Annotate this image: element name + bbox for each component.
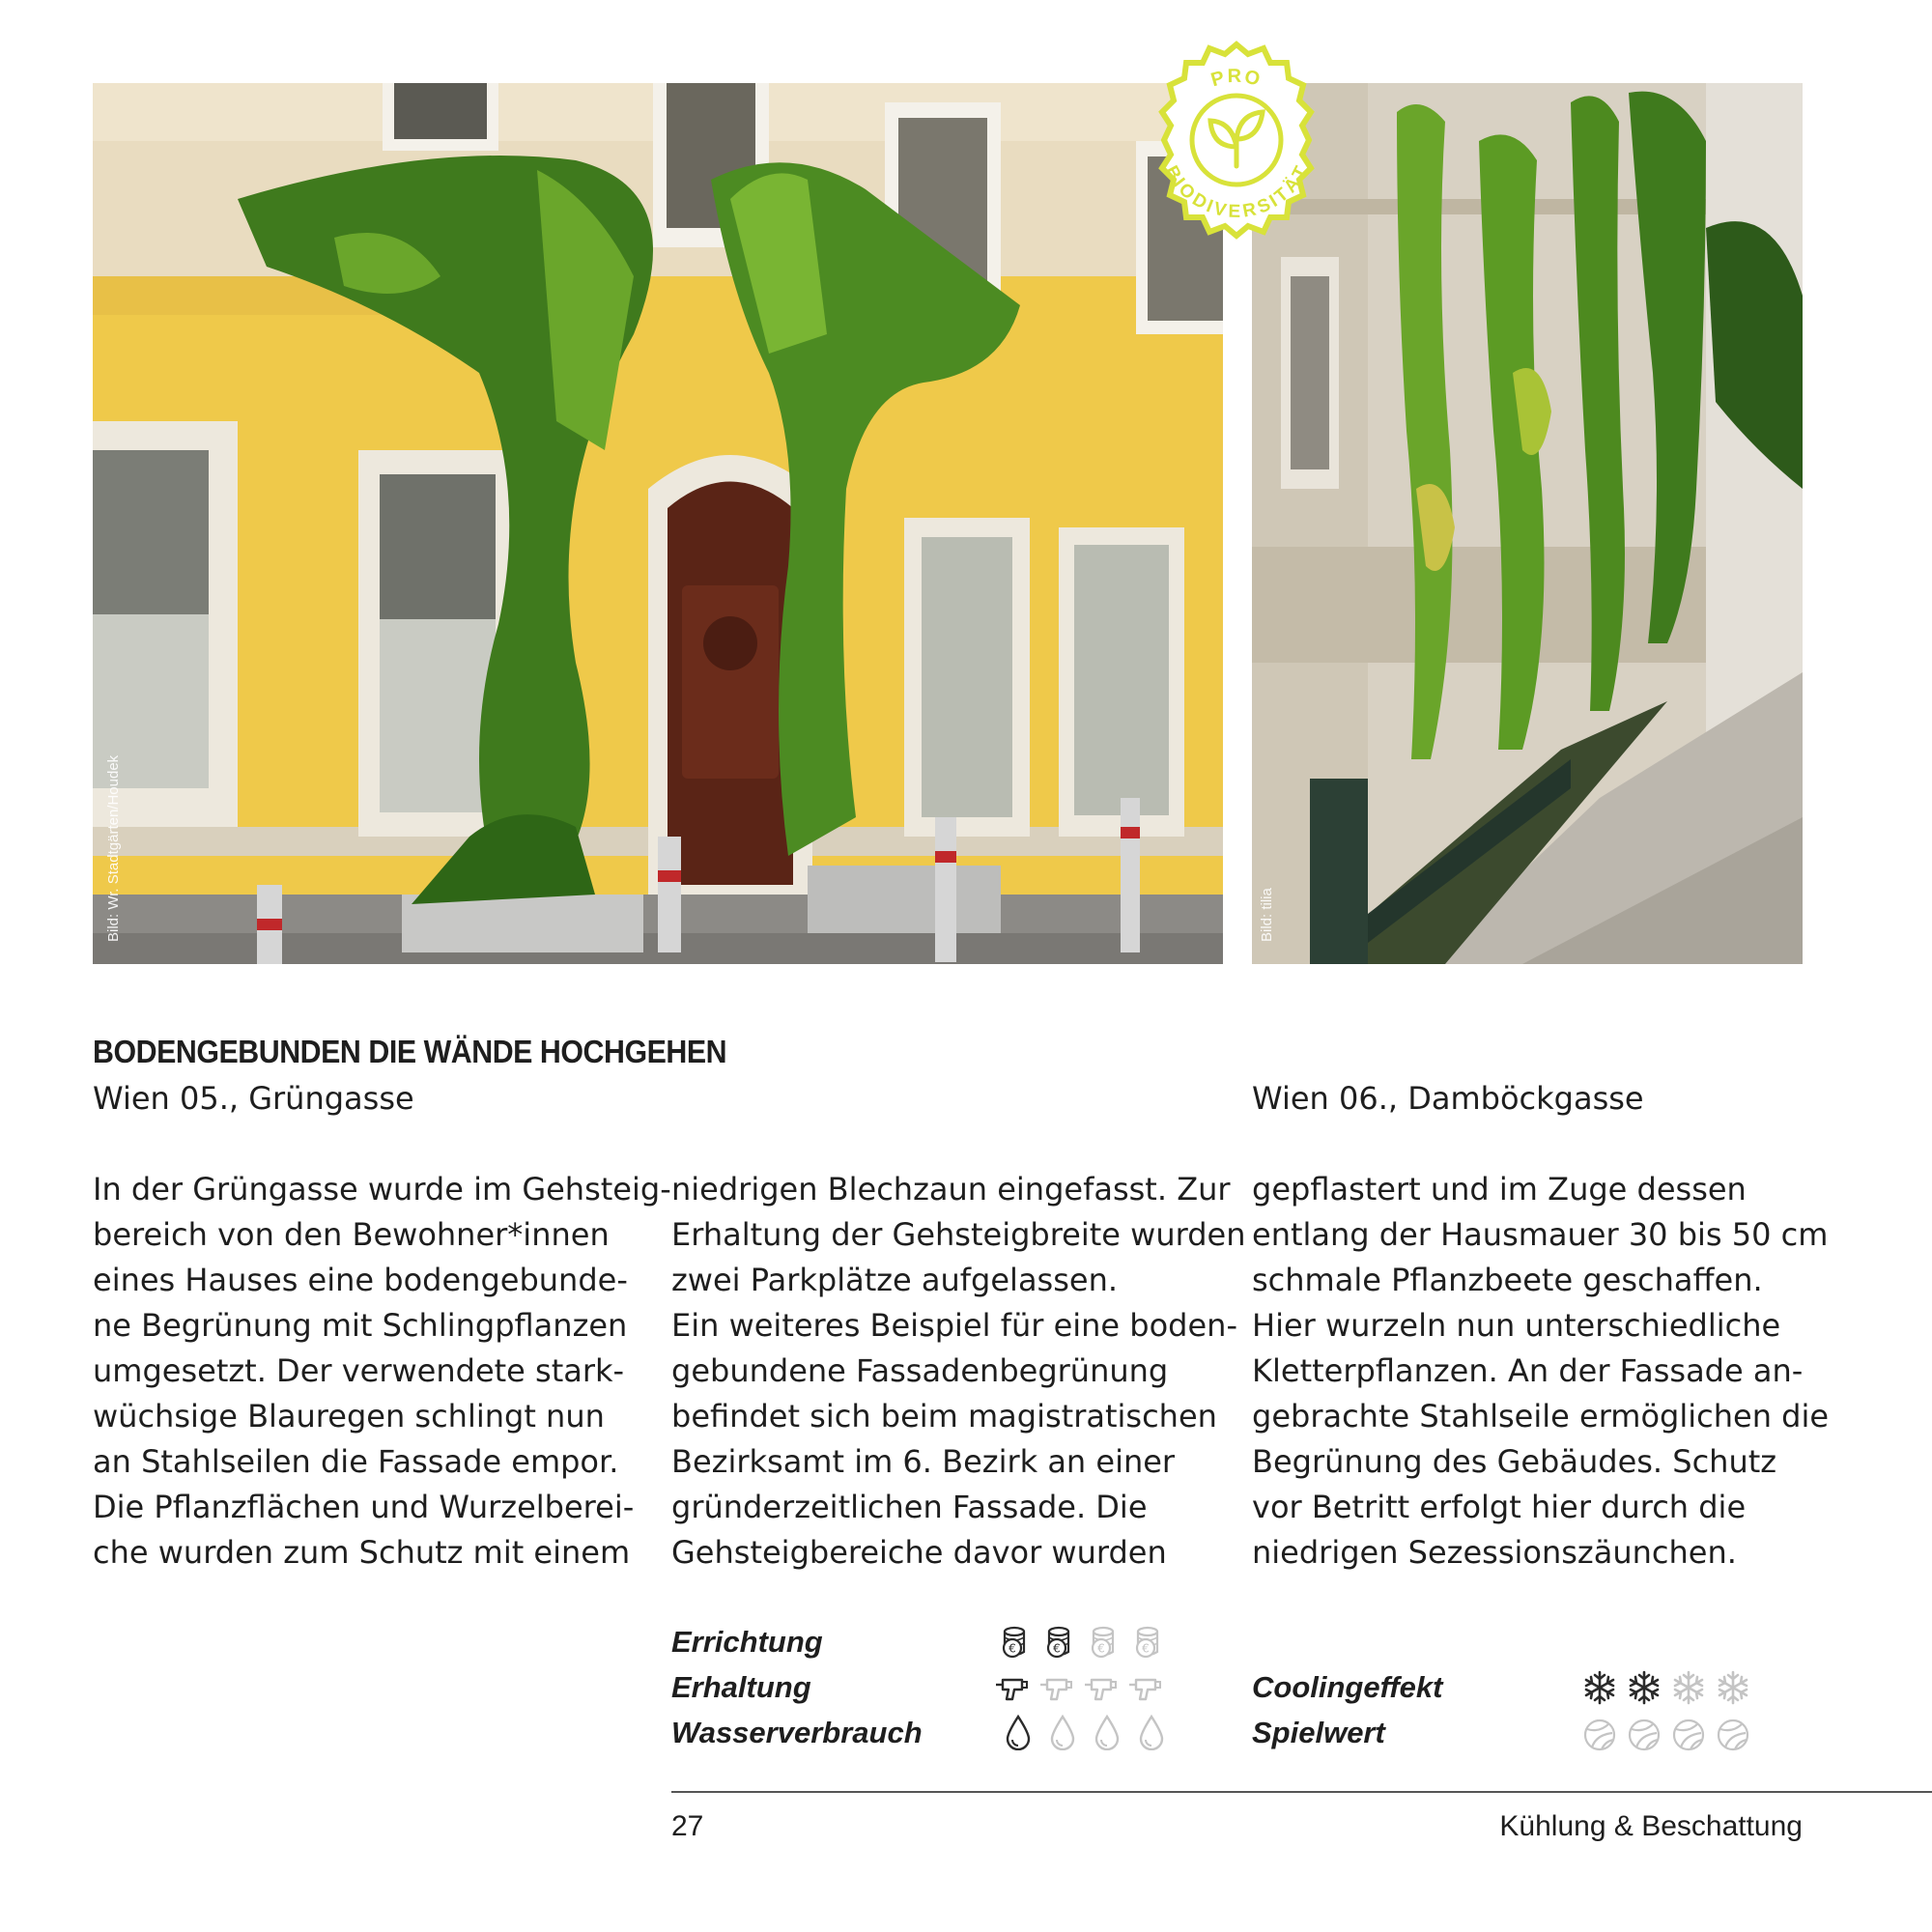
ball-icon xyxy=(1671,1718,1706,1754)
snowflake-icon xyxy=(1627,1670,1662,1707)
rating-icons-errichtung xyxy=(998,1623,1166,1660)
snowflake-icon xyxy=(1671,1670,1706,1707)
text-line: Erhaltung der Gehsteigbreite wurden xyxy=(671,1216,1246,1253)
svg-text:€: € xyxy=(1009,1641,1016,1656)
water-drop-icon xyxy=(1047,1714,1082,1750)
text-line: an Stahlseilen die Fassade empor. xyxy=(93,1443,619,1480)
svg-text:€: € xyxy=(1097,1641,1105,1656)
text-line: Bezirksamt im 6. Bezirk an einer xyxy=(671,1443,1176,1480)
drill-icon xyxy=(1128,1670,1163,1707)
text-line: Gehsteigbereiche davor wurden xyxy=(671,1534,1167,1571)
rating-label-wasserverbrauch: Wasserverbrauch xyxy=(671,1716,923,1749)
text-line: ne Begrünung mit Schlingpflanzen xyxy=(93,1307,628,1344)
page-number: 27 xyxy=(671,1810,704,1842)
text-line: gebundene Fassadenbegrünung xyxy=(671,1352,1169,1389)
ball-icon xyxy=(1716,1718,1750,1754)
ball-icon xyxy=(1627,1718,1662,1754)
badge-top-text: PRO xyxy=(1208,65,1264,92)
text-line: umgesetzt. Der verwendete stark- xyxy=(93,1352,625,1389)
text-line: wüchsige Blauregen schlingt nun xyxy=(93,1398,605,1435)
text-line: befindet sich beim magistratischen xyxy=(671,1398,1217,1435)
rating-label-errichtung: Errichtung xyxy=(671,1625,823,1659)
footer-divider xyxy=(671,1791,1932,1793)
rating-label-coolingeffekt: Coolingeffekt xyxy=(1252,1670,1443,1704)
rating-icons-spielwert xyxy=(1582,1718,1750,1754)
biodiversity-badge xyxy=(1135,39,1338,242)
text-line: niedrigen Blechzaun eingefasst. Zur xyxy=(671,1171,1231,1208)
text-column-2 xyxy=(671,1167,1245,1576)
snowflake-icon xyxy=(1716,1670,1750,1707)
drill-icon xyxy=(1084,1670,1119,1707)
text-line: Begrünung des Gebäudes. Schutz xyxy=(1252,1443,1777,1480)
rating-label-spielwert: Spielwert xyxy=(1252,1716,1385,1749)
rating-icons-wasserverbrauch xyxy=(1003,1714,1171,1750)
text-line: schmale Pflanzbeete geschaffen. xyxy=(1252,1262,1763,1298)
text-line: gründerzeitlichen Fassade. Die xyxy=(671,1489,1148,1525)
text-line: vor Betritt erfolgt hier durch die xyxy=(1252,1489,1747,1525)
drill-icon xyxy=(1039,1670,1074,1707)
text-line: Die Pflanzflächen und Wurzelberei- xyxy=(93,1489,635,1525)
text-line: Ein weiteres Beispiel für eine boden- xyxy=(671,1307,1237,1344)
text-column-1 xyxy=(93,1167,671,1576)
badge-bottom-text: BIODIVERSITÄT xyxy=(1160,162,1313,222)
coin-stack-icon xyxy=(1131,1623,1166,1660)
rating-icons-coolingeffekt xyxy=(1582,1670,1750,1707)
coin-stack-icon xyxy=(998,1623,1033,1660)
snowflake-icon xyxy=(1582,1670,1617,1707)
svg-text:€: € xyxy=(1142,1641,1150,1656)
water-drop-icon xyxy=(1092,1714,1126,1750)
photo-gruengasse xyxy=(93,83,1223,964)
photo-gruengasse-image xyxy=(93,83,1223,964)
location-left: Wien 05., Grüngasse xyxy=(93,1080,414,1117)
drill-icon xyxy=(995,1670,1030,1707)
text-line: eines Hauses eine bodengebunde- xyxy=(93,1262,628,1298)
coin-stack-icon xyxy=(1042,1623,1077,1660)
svg-text:€: € xyxy=(1053,1641,1061,1656)
photo-credit-left: Bild: Wr. Stadtgärten/Houdek xyxy=(105,754,122,942)
text-line: Hier wurzeln nun unterschiedliche xyxy=(1252,1307,1781,1344)
rating-label-erhaltung: Erhaltung xyxy=(671,1670,811,1704)
water-drop-icon xyxy=(1003,1714,1037,1750)
coin-stack-icon xyxy=(1087,1623,1122,1660)
text-line: gebrachte Stahlseile ermöglichen die xyxy=(1252,1398,1830,1435)
text-line: che wurden zum Schutz mit einem xyxy=(93,1534,631,1571)
photo-credit-right: Bild: tilia xyxy=(1259,888,1275,942)
text-line: entlang der Hausmauer 30 bis 50 cm xyxy=(1252,1216,1829,1253)
text-line: Kletterpflanzen. An der Fassade an- xyxy=(1252,1352,1804,1389)
article-title: BODENGEBUNDEN DIE WÄNDE HOCHGEHEN xyxy=(93,1034,727,1069)
location-right: Wien 06., Damböckgasse xyxy=(1252,1080,1644,1117)
text-column-3 xyxy=(1252,1167,1829,1576)
text-line: bereich von den Bewohner*innen xyxy=(93,1216,610,1253)
badge-seal xyxy=(1135,39,1338,242)
rating-icons-erhaltung xyxy=(995,1670,1163,1707)
text-line: In der Grüngasse wurde im Gehsteig- xyxy=(93,1171,671,1208)
text-line: gepflastert und im Zuge dessen xyxy=(1252,1171,1747,1208)
section-title: Kühlung & Beschattung xyxy=(1499,1810,1803,1842)
text-line: niedrigen Sezessionszäunchen. xyxy=(1252,1534,1737,1571)
text-line: zwei Parkplätze aufgelassen. xyxy=(671,1262,1119,1298)
water-drop-icon xyxy=(1136,1714,1171,1750)
ball-icon xyxy=(1582,1718,1617,1754)
